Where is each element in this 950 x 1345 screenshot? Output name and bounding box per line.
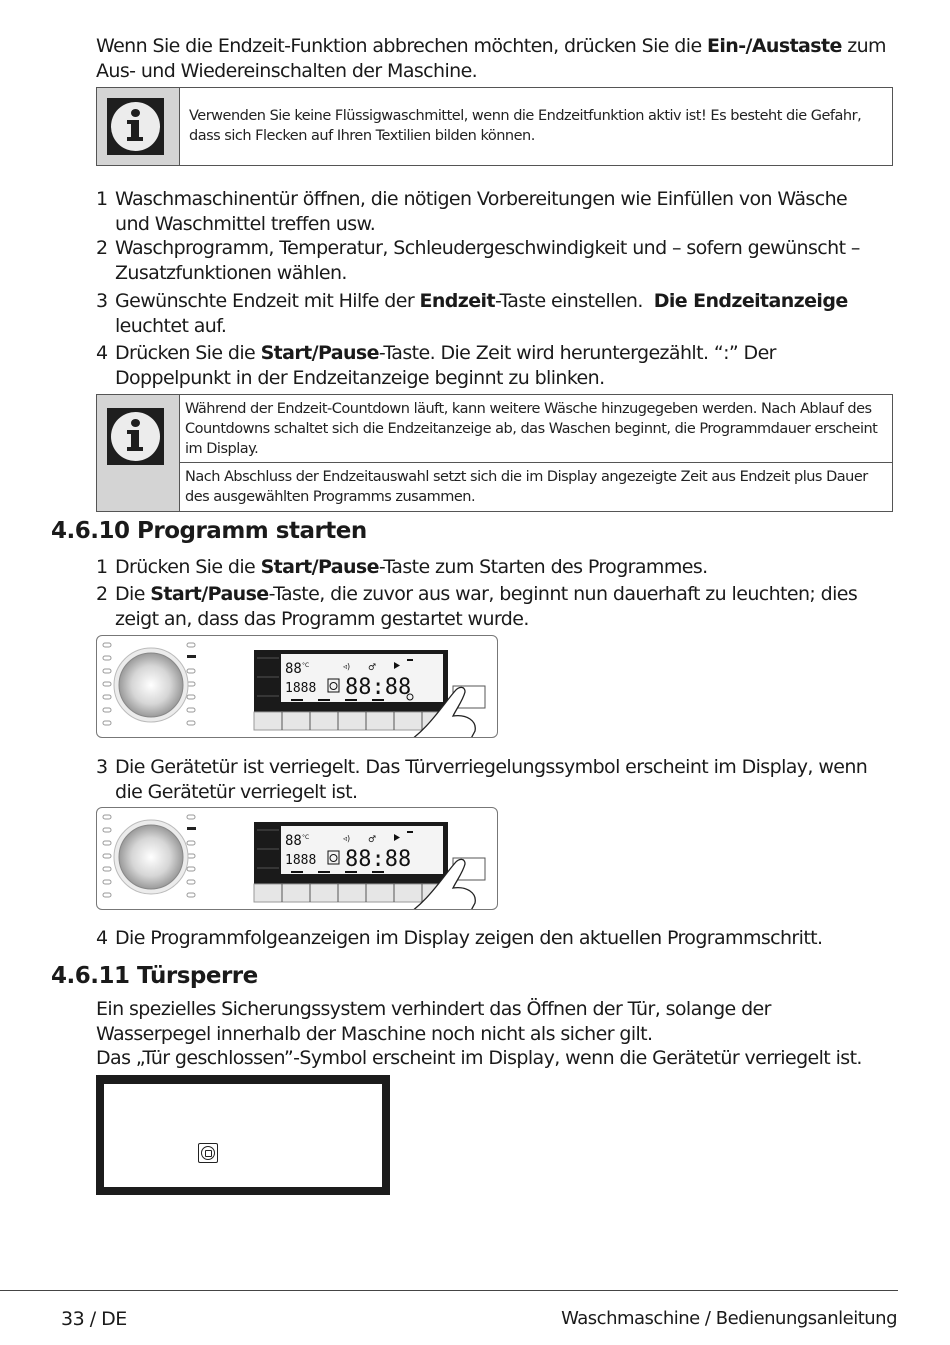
footer-divider [0, 1290, 898, 1291]
section-heading: 4.6.10 Programm starten [51, 518, 367, 544]
svg-text:88: 88 [285, 833, 302, 849]
svg-text:1888: 1888 [285, 681, 317, 696]
footer-title: Waschmaschine / Bedienungsanleitung [561, 1308, 897, 1329]
svg-text:°C: °C [302, 662, 310, 669]
intro-paragraph: Wenn Sie die Endzeit-Funktion abbrechen möchten, drücken Sie die Ein-/Austaste zum Aus- und Wiedereinschalten der Maschine. [96, 35, 886, 82]
control-panel-drawing [97, 636, 497, 737]
program-knob-icon [114, 820, 188, 894]
svg-text:1888: 1888 [285, 853, 317, 868]
svg-text:♂: ♂ [368, 663, 377, 673]
control-panel-drawing [97, 808, 497, 909]
paragraph: Ein spezielles Sicherungssystem verhindert das Öffnen der Tür, solange der Wasserpegel innerhalb der Maschine noch nicht als sicher gilt. [96, 998, 771, 1045]
intro-bold: Ein-/Austaste [706, 35, 842, 57]
svg-text:◃): ◃) [343, 834, 351, 843]
info-note-2 [96, 394, 893, 512]
note-text: Verwenden Sie keine Flüssigwaschmittel, wenn die Endzeitfunktion aktiv ist! Es besteht die Gefahr, dass sich Flecken auf Ihren Textilien bilden können. [189, 108, 862, 144]
note-divider [180, 462, 892, 463]
door-lock-icon [198, 1143, 218, 1163]
info-note-1 [96, 87, 893, 166]
svg-text:88: 88 [285, 661, 302, 677]
svg-text:◃): ◃) [343, 662, 351, 671]
page-number: 33 / DE [61, 1308, 127, 1330]
paragraph: Das „Tür geschlossen”-Symbol erscheint im Display, wenn die Gerätetür verriegelt ist. [96, 1047, 862, 1069]
svg-text:°C: °C [302, 834, 310, 841]
svg-text:88:88: 88:88 [345, 847, 412, 872]
note-text: Nach Abschluss der Endzeitauswahl setzt sich die im Display angezeigte Zeit aus Endzeit plus Dauer des ausgewählten Programms zusammen. [185, 469, 868, 505]
info-icon [107, 408, 164, 465]
note-text: Während der Endzeit-Countdown läuft, kann weitere Wäsche hinzugegeben werden. Nach Ablauf des Countdowns schaltet sich die Endzeitanzeige ab, das Waschen beginnt, die Programmdauer erscheint im Display. [185, 401, 878, 457]
control-panel-illustration [96, 635, 498, 738]
svg-text:♂: ♂ [368, 835, 377, 845]
door-lock-display-illustration [96, 1075, 390, 1195]
program-knob-icon [114, 648, 188, 722]
svg-text:88:88: 88:88 [345, 675, 412, 700]
section-heading: 4.6.11 Türsperre [51, 963, 258, 989]
control-panel-illustration [96, 807, 498, 910]
info-icon [107, 98, 164, 155]
